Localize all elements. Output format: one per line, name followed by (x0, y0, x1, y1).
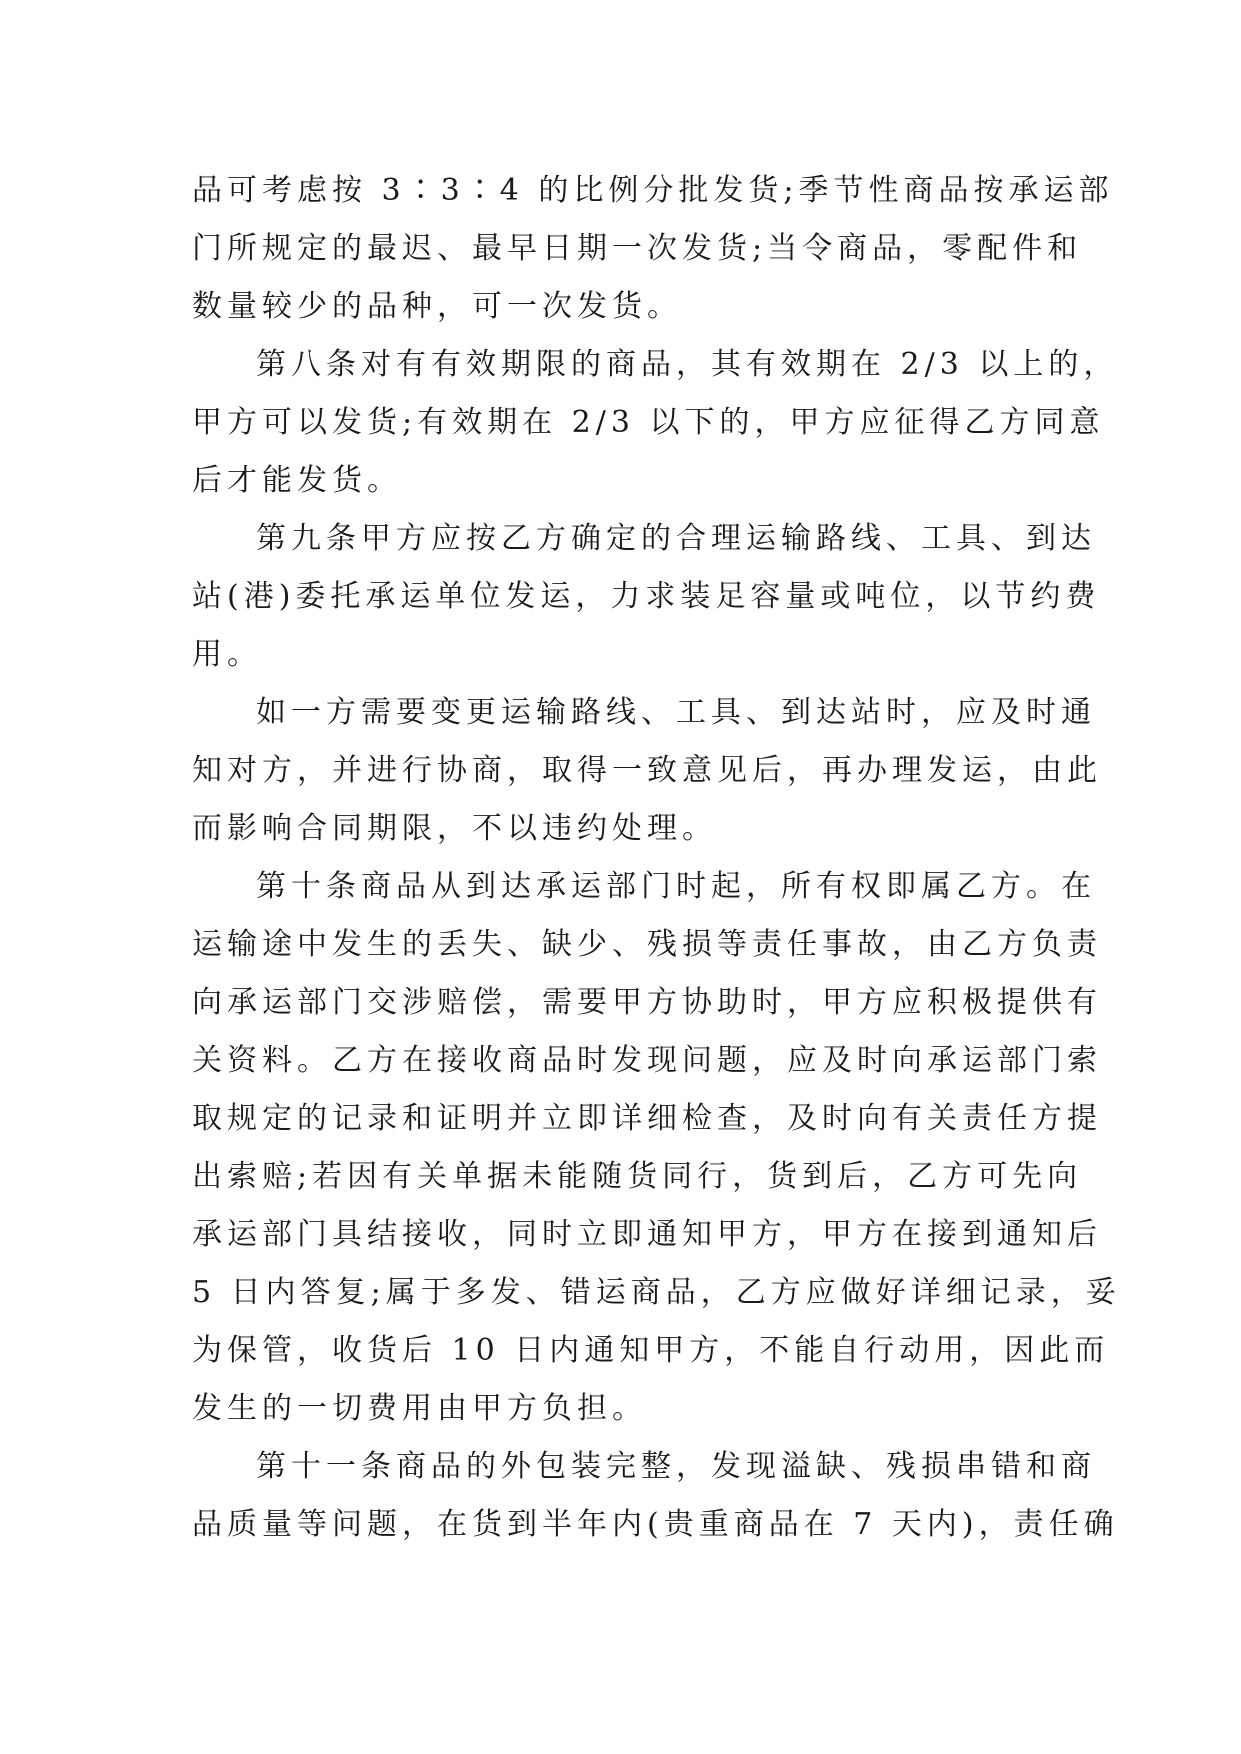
paragraph-start-route-change: 如一方需要变更运输路线、工具、到达站时，应及时通 (256, 695, 1096, 730)
text-line: 5 日内答复;属于多发、错运商品，乙方应做好详细记录，妥 (192, 1275, 1121, 1310)
text-line: 用。 (192, 637, 262, 672)
text-line: 后才能发货。 (192, 463, 402, 498)
text-line: 而影响合同期限，不以违约处理。 (192, 811, 717, 846)
text-line: 取规定的记录和证明并立即详细检查，及时向有关责任方提 (192, 1101, 1102, 1136)
text-line: 承运部门具结接收，同时立即通知甲方，甲方在接到通知后 (192, 1217, 1102, 1252)
text-line: 发生的一切费用由甲方负担。 (192, 1391, 647, 1426)
text-line: 运输途中发生的丢失、缺少、残损等责任事故，由乙方负责 (192, 927, 1102, 962)
text-line: 出索赔;若因有关单据未能随货同行，货到后，乙方可先向 (192, 1159, 1083, 1194)
paragraph-start-article-11: 第十一条商品的外包装完整，发现溢缺、残损串错和商 (256, 1449, 1096, 1484)
paragraph-start-article-10: 第十条商品从到达承运部门时起，所有权即属乙方。在 (256, 869, 1096, 904)
text-line: 品质量等问题，在货到半年内(贵重商品在 7 天内)，责任确 (192, 1507, 1119, 1542)
body-text (192, 162, 1121, 1554)
text-line: 门所规定的最迟、最早日期一次发货;当令商品，零配件和 (192, 231, 1083, 266)
text-line: 甲方可以发货;有效期在 2/3 以下的，甲方应征得乙方同意 (192, 405, 1105, 440)
text-line: 站(港)委托承运单位发运，力求装足容量或吨位，以节约费 (192, 579, 1101, 614)
paragraph-start-article-9: 第九条甲方应按乙方确定的合理运输路线、工具、到达 (256, 521, 1096, 556)
text-line: 知对方，并进行协商，取得一致意见后，再办理发运，由此 (192, 753, 1102, 788)
text-line: 关资料。乙方在接收商品时发现问题，应及时向承运部门索 (192, 1043, 1102, 1078)
text-line: 数量较少的品种，可一次发货。 (192, 289, 682, 324)
text-line: 品可考虑按 3∶3∶4 的比例分批发货;季节性商品按承运部 (192, 173, 1114, 208)
text-line: 向承运部门交涉赔偿，需要甲方协助时，甲方应积极提供有 (192, 985, 1102, 1020)
paragraph-start-article-8: 第八条对有有效期限的商品，其有效期在 2/3 以上的， (256, 347, 1119, 382)
text-line: 为保管，收货后 10 日内通知甲方，不能自行动用，因此而 (192, 1333, 1110, 1368)
